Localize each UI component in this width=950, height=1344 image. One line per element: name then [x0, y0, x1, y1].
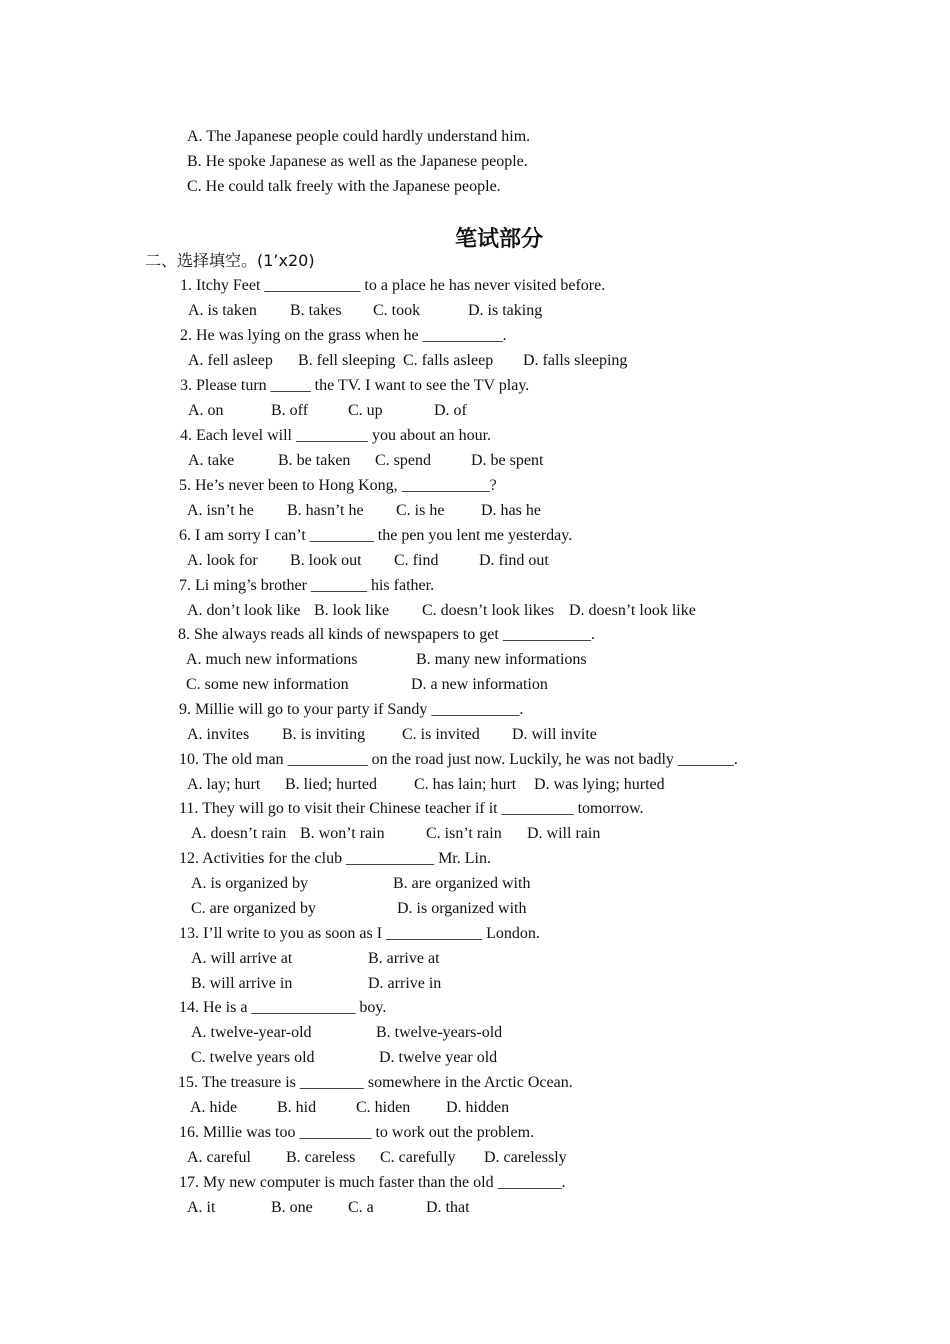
question-14-option-b: B. twelve-years-old: [376, 1024, 503, 1041]
question-15-option-d: D. hidden: [446, 1099, 510, 1116]
question-5-option-a: A. isn’t he: [187, 502, 254, 519]
question-3-option-b: B. off: [271, 402, 309, 419]
question-11-option-d: D. will rain: [527, 825, 601, 842]
question-7-option-c: C. doesn’t look likes: [422, 602, 555, 619]
question-2-option-d: D. falls sleeping: [523, 352, 628, 369]
question-15-option-c: C. hiden: [356, 1099, 411, 1116]
question-13-option-a: A. will arrive at: [191, 950, 293, 967]
question-16-option-b: B. careless: [286, 1149, 356, 1166]
question-12-option-b: B. are organized with: [393, 875, 531, 892]
question-8-option-c: C. some new information: [186, 676, 349, 693]
question-4-option-b: B. be taken: [278, 452, 351, 469]
prev-option-c: C. He could talk freely with the Japanese people.: [187, 178, 501, 195]
question-4-stem: 4. Each level will _________ you about an hour.: [180, 427, 492, 444]
question-16-option-a: A. careful: [187, 1149, 251, 1166]
question-16-option-d: D. carelessly: [484, 1149, 567, 1166]
question-9-option-a: A. invites: [187, 726, 250, 743]
question-14-option-d: D. twelve year old: [379, 1049, 498, 1066]
question-7-option-a: A. don’t look like: [187, 602, 301, 619]
question-13-option-b: B. arrive at: [368, 950, 440, 967]
question-8-option-b: B. many new informations: [416, 651, 587, 668]
question-6-stem: 6. I am sorry I can’t ________ the pen you lent me yesterday.: [179, 527, 573, 544]
question-4-option-d: D. be spent: [471, 452, 544, 469]
question-8-stem: 8. She always reads all kinds of newspapers to get ___________.: [178, 626, 595, 643]
question-11-stem: 11. They will go to visit their Chinese teacher if it _________ tomorrow.: [179, 800, 644, 817]
question-8-option-a: A. much new informations: [186, 651, 358, 668]
question-13-option-d: D. arrive in: [368, 975, 442, 992]
question-17-option-d: D. that: [426, 1199, 470, 1216]
question-12-option-a: A. is organized by: [191, 875, 309, 892]
question-3-option-a: A. on: [188, 402, 224, 419]
question-17-option-c: C. a: [348, 1199, 374, 1216]
question-3-option-d: D. of: [434, 402, 467, 419]
section-heading: 二、选择填空。(1’x20): [145, 251, 315, 270]
question-4-option-a: A. take: [188, 452, 235, 469]
question-5-option-b: B. hasn’t he: [287, 502, 364, 519]
question-6-option-a: A. look for: [187, 552, 258, 569]
question-14-stem: 14. He is a _____________ boy.: [179, 999, 387, 1016]
question-12-option-d: D. is organized with: [397, 900, 527, 917]
question-2-stem: 2. He was lying on the grass when he __________.: [180, 327, 507, 344]
question-1-option-d: D. is taking: [468, 302, 543, 319]
question-9-option-d: D. will invite: [512, 726, 597, 743]
question-10-option-c: C. has lain; hurt: [414, 776, 517, 793]
question-5-option-c: C. is he: [396, 502, 445, 519]
question-11-option-c: C. isn’t rain: [426, 825, 502, 842]
question-6-option-c: C. find: [394, 552, 439, 569]
question-5-option-d: D. has he: [481, 502, 541, 519]
question-14-option-c: C. twelve years old: [191, 1049, 315, 1066]
question-10-option-b: B. lied; hurted: [285, 776, 377, 793]
question-11-option-a: A. doesn’t rain: [191, 825, 287, 842]
question-13-option-c: B. will arrive in: [191, 975, 293, 992]
question-7-option-b: B. look like: [314, 602, 390, 619]
question-7-stem: 7. Li ming’s brother _______ his father.: [179, 577, 435, 594]
question-3-stem: 3. Please turn _____ the TV. I want to see the TV play.: [180, 377, 530, 394]
question-1-stem: 1. Itchy Feet ____________ to a place he has never visited before.: [180, 277, 606, 294]
question-6-option-d: D. find out: [479, 552, 549, 569]
question-2-option-a: A. fell asleep: [188, 352, 273, 369]
question-2-option-b: B. fell sleeping: [298, 352, 396, 369]
question-2-option-c: C. falls asleep: [403, 352, 494, 369]
question-10-option-a: A. lay; hurt: [187, 776, 261, 793]
question-10-option-d: D. was lying; hurted: [534, 776, 665, 793]
question-1-option-c: C. took: [373, 302, 421, 319]
question-14-option-a: A. twelve-year-old: [191, 1024, 312, 1041]
question-15-option-b: B. hid: [277, 1099, 317, 1116]
question-16-stem: 16. Millie was too _________ to work out the problem.: [179, 1124, 535, 1141]
question-7-option-d: D. doesn’t look like: [569, 602, 696, 619]
question-13-stem: 13. I’ll write to you as soon as I ____________ London.: [179, 925, 540, 942]
question-1-option-a: A. is taken: [188, 302, 257, 319]
question-10-stem: 10. The old man __________ on the road just now. Luckily, he was not badly _______.: [179, 751, 738, 768]
question-15-stem: 15. The treasure is ________ somewhere in the Arctic Ocean.: [178, 1074, 573, 1091]
question-9-option-c: C. is invited: [402, 726, 480, 743]
prev-option-b: B. He spoke Japanese as well as the Japanese people.: [187, 153, 528, 170]
question-12-stem: 12. Activities for the club ___________ Mr. Lin.: [179, 850, 491, 867]
question-17-stem: 17. My new computer is much faster than the old ________.: [179, 1174, 566, 1191]
prev-option-a: A. The Japanese people could hardly understand him.: [187, 128, 531, 145]
question-15-option-a: A. hide: [190, 1099, 238, 1116]
question-8-option-d: D. a new information: [411, 676, 548, 693]
question-1-option-b: B. takes: [290, 302, 342, 319]
question-5-stem: 5. He’s never been to Hong Kong, ___________?: [179, 477, 497, 494]
question-4-option-c: C. spend: [375, 452, 431, 469]
question-11-option-b: B. won’t rain: [300, 825, 385, 842]
section-title: 笔试部分: [454, 227, 543, 252]
question-12-option-c: C. are organized by: [191, 900, 316, 917]
question-17-option-a: A. it: [187, 1199, 216, 1216]
question-3-option-c: C. up: [348, 402, 383, 419]
question-9-stem: 9. Millie will go to your party if Sandy ___________.: [179, 701, 524, 718]
question-17-option-b: B. one: [271, 1199, 313, 1216]
question-9-option-b: B. is inviting: [282, 726, 366, 743]
question-6-option-b: B. look out: [290, 552, 362, 569]
question-16-option-c: C. carefully: [380, 1149, 456, 1166]
